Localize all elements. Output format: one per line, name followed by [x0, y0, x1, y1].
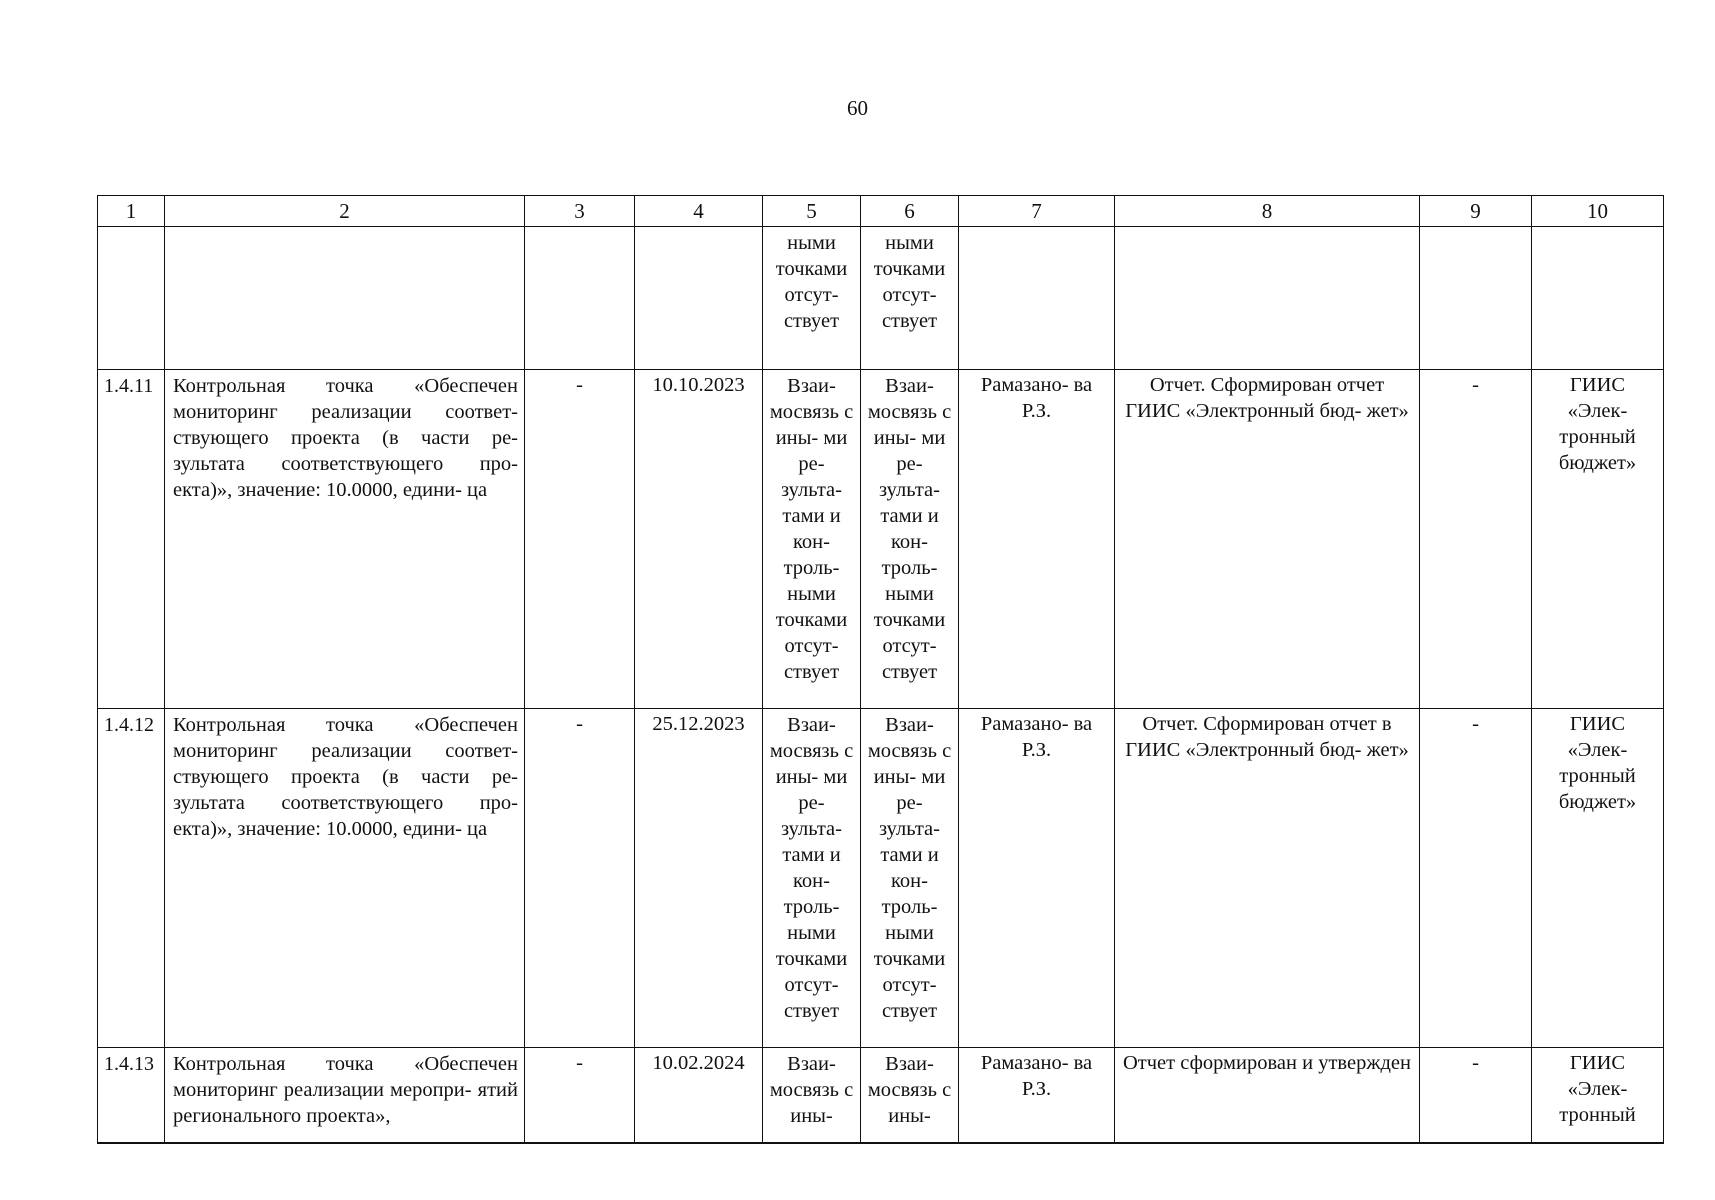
column-header: 7	[959, 196, 1115, 227]
cell-relation: ными точками отсут- ствует	[861, 227, 959, 370]
table-row	[98, 709, 1664, 1048]
cell-col3: -	[525, 1048, 635, 1144]
cell-col3: -	[525, 709, 635, 1048]
cell-responsible: Рамазано- ва Р.З.	[959, 709, 1115, 1048]
column-header: 1	[98, 196, 165, 227]
cell-col9: -	[1420, 1048, 1532, 1144]
cell-title: Контрольная точка «Обеспечен мониторинг реализации соответ- ствующего проекта (в части ре- зультата соответствующего про- екта)», значение: 10.0000, едини- ца	[165, 370, 525, 709]
cell-date: 10.10.2023	[635, 370, 763, 709]
plan-table	[97, 195, 1664, 1144]
cell-relation: Взаи- мосвязь с ины-	[861, 1048, 959, 1144]
column-header: 8	[1115, 196, 1420, 227]
cell-col9: -	[1420, 370, 1532, 709]
table-row-continuation	[98, 227, 1664, 370]
column-header: 10	[1532, 196, 1664, 227]
cell-responsible: Рамазано- ва Р.З.	[959, 370, 1115, 709]
cell-system: ГИИС «Элек- тронный бюджет»	[1532, 370, 1664, 709]
cell-result: Отчет сформирован и утвержден	[1115, 1048, 1420, 1144]
cell-system: ГИИС «Элек- тронный бюджет»	[1532, 709, 1664, 1048]
cell-result: Отчет. Сформирован отчет в ГИИС «Электронный бюд- жет»	[1115, 709, 1420, 1048]
cell-title: Контрольная точка «Обеспечен мониторинг реализации соответ- ствующего проекта (в части ре- зультата соответствующего про- екта)», значение: 10.0000, едини- ца	[165, 709, 525, 1048]
column-header-row	[98, 196, 1664, 227]
column-header: 6	[861, 196, 959, 227]
page-number: 60	[847, 96, 868, 120]
cell-relation: ными точками отсут- ствует	[763, 227, 861, 370]
cell-responsible: Рамазано- ва Р.З.	[959, 1048, 1115, 1144]
table-row	[98, 370, 1664, 709]
cell-result: Отчет. Сформирован отчет ГИИС «Электронный бюд- жет»	[1115, 370, 1420, 709]
column-header: 4	[635, 196, 763, 227]
cell-date: 10.02.2024	[635, 1048, 763, 1144]
cell-col3: -	[525, 370, 635, 709]
cell-system: ГИИС «Элек- тронный	[1532, 1048, 1664, 1144]
cell-number: 1.4.12	[98, 709, 165, 1048]
cell-relation: Взаи- мосвязь с ины-	[763, 1048, 861, 1144]
cell-col9: -	[1420, 709, 1532, 1048]
cell-relation: Взаи- мосвязь с ины- ми ре- зульта- тами и кон- троль- ными точками отсут- ствует	[763, 709, 861, 1048]
cell-title: Контрольная точка «Обеспечен мониторинг реализации меропри- ятий регионального проекта»,	[165, 1048, 525, 1144]
table-row	[98, 1048, 1664, 1144]
cell-relation: Взаи- мосвязь с ины- ми ре- зульта- тами и кон- троль- ными точками отсут- ствует	[861, 709, 959, 1048]
cell-number: 1.4.13	[98, 1048, 165, 1144]
cell-relation: Взаи- мосвязь с ины- ми ре- зульта- тами и кон- троль- ными точками отсут- ствует	[861, 370, 959, 709]
column-header: 3	[525, 196, 635, 227]
column-header: 9	[1420, 196, 1532, 227]
cell-date: 25.12.2023	[635, 709, 763, 1048]
column-header: 2	[165, 196, 525, 227]
cell-number: 1.4.11	[98, 370, 165, 709]
cell-relation: Взаи- мосвязь с ины- ми ре- зульта- тами и кон- троль- ными точками отсут- ствует	[763, 370, 861, 709]
column-header: 5	[763, 196, 861, 227]
